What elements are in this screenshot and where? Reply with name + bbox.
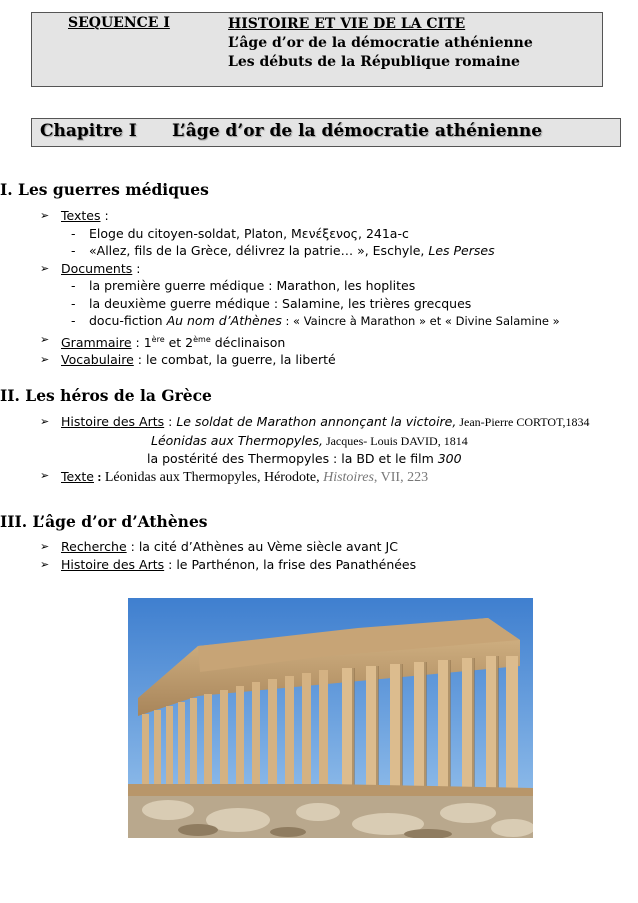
arts-line-3	[61, 450, 590, 468]
section-1-list	[40, 207, 560, 369]
documents-sublist	[61, 277, 560, 331]
textes-sublist	[61, 225, 560, 260]
textes-item-2-title: Les Perses	[428, 243, 495, 258]
section-3-heading: III. L’âge d’or d’Athènes	[0, 512, 208, 531]
sequence-title: HISTOIRE ET VIE DE LA CITE	[228, 16, 466, 32]
list-item	[40, 331, 560, 352]
sequence-header	[31, 12, 603, 87]
chapter-title: L’âge d’or de la démocratie athénienne	[172, 121, 543, 141]
arts-work-2: Léonidas aux Thermopyles,	[151, 432, 323, 448]
arts-artist-1: Jean-Pierre CORTOT,1834	[456, 415, 590, 429]
colon: :	[100, 208, 109, 223]
documents-label: Documents	[61, 260, 133, 276]
arrow-bullet-icon: ➢	[40, 353, 50, 367]
arrow-bullet-icon: ➢	[40, 209, 50, 222]
textes-label: Textes	[61, 208, 101, 223]
textes-item-1: Eloge du citoyen-soldat, Platon, Μενέξενος, 241a-c	[89, 225, 409, 241]
documents-item-1: la première guerre médique : Marathon, les hoplites	[89, 278, 416, 293]
texte-reference: , VII, 223	[373, 469, 429, 485]
arts-line-3-text: la postérité des Thermopyles : la BD et le film	[147, 451, 438, 466]
list-item	[40, 413, 590, 468]
arts-line-2	[61, 432, 590, 451]
arts-label: Histoire des Arts	[61, 414, 165, 429]
documents-item-3: docu-fiction	[89, 313, 167, 328]
list-item	[40, 351, 560, 369]
texte-text: Léonidas aux Thermopyles, Hérodote,	[104, 469, 324, 485]
arrow-bullet-icon: ➢	[40, 332, 50, 346]
list-item	[40, 260, 560, 331]
chapter-label: Chapitre I	[40, 121, 137, 141]
arrow-bullet-icon: ➢	[40, 415, 50, 428]
arrow-bullet-icon: ➢	[40, 469, 50, 482]
chapter-header	[31, 118, 621, 147]
separator: :	[93, 468, 105, 484]
arts-text-3: : le Parthénon, la frise des Panathénées	[164, 556, 417, 572]
section-2-list	[40, 413, 590, 486]
list-item: - Eloge du citoyen-soldat, Platon, Μενέξενος, 241a-c	[71, 225, 409, 241]
sequence-titles	[228, 15, 533, 72]
arrow-bullet-icon: ➢	[40, 557, 50, 571]
grammaire-sup-1: ère	[151, 334, 165, 344]
list-item: - la deuxième guerre médique : Salamine, les trières grecques	[71, 295, 472, 311]
vocabulaire-label: Vocabulaire	[61, 352, 134, 368]
list-item	[40, 468, 590, 487]
arts-line-3-film: 300	[437, 451, 462, 466]
parthenon-photo	[128, 598, 533, 838]
list-item	[40, 556, 416, 574]
list-item: - docu-fiction Au nom d’Athènes : « Vaincre à Marathon » et « Divine Salamine »	[71, 313, 560, 328]
sequence-label: SEQUENCE I	[68, 15, 170, 31]
documents-item-2: la deuxième guerre médique : Salamine, les trières grecques	[89, 295, 472, 311]
grammaire-text-b: et 2	[164, 334, 194, 350]
list-item: - la première guerre médique : Marathon, les hoplites	[71, 278, 416, 293]
recherche-text: : la cité d’Athènes au Vème siècle avant JC	[126, 539, 398, 554]
documents-item-3-rest: : « Vaincre à Marathon » et « Divine Salamine »	[281, 314, 560, 328]
list-item	[40, 207, 560, 260]
recherche-label: Recherche	[61, 539, 127, 554]
arts-work-1: Le soldat de Marathon annonçant la victoire,	[176, 414, 457, 429]
grammaire-text-c: déclinaison	[210, 334, 286, 350]
colon: :	[132, 260, 141, 276]
texte-label: Texte	[61, 468, 94, 484]
arts-artist-2: Jacques- Louis DAVID, 1814	[322, 433, 468, 448]
textes-item-2: «Allez, fils de la Grèce, délivrez la patrie… », Eschyle,	[89, 243, 429, 258]
grammaire-sup-2: ème	[193, 334, 211, 344]
arrow-bullet-icon: ➢	[40, 540, 50, 553]
texte-work: Histoires	[323, 469, 374, 485]
sequence-line-3: Les débuts de la République romaine	[228, 54, 520, 70]
arrow-bullet-icon: ➢	[40, 261, 50, 275]
grammaire-text-a: : 1	[131, 334, 152, 350]
grammaire-label: Grammaire	[61, 334, 132, 350]
section-3-list	[40, 538, 416, 573]
documents-item-3-title: Au nom d’Athènes	[166, 313, 282, 328]
vocabulaire-text: : le combat, la guerre, la liberté	[133, 352, 336, 368]
section-2-heading: II. Les héros de la Grèce	[0, 386, 212, 405]
list-item: - «Allez, fils de la Grèce, délivrez la patrie… », Eschyle, Les Perses	[71, 243, 495, 258]
sequence-line-2: L’âge d’or de la démocratie athénienne	[228, 35, 533, 51]
section-1-heading: I. Les guerres médiques	[0, 180, 209, 199]
arts-label-3: Histoire des Arts	[61, 556, 165, 572]
separator: :	[164, 414, 177, 429]
list-item	[40, 538, 416, 556]
